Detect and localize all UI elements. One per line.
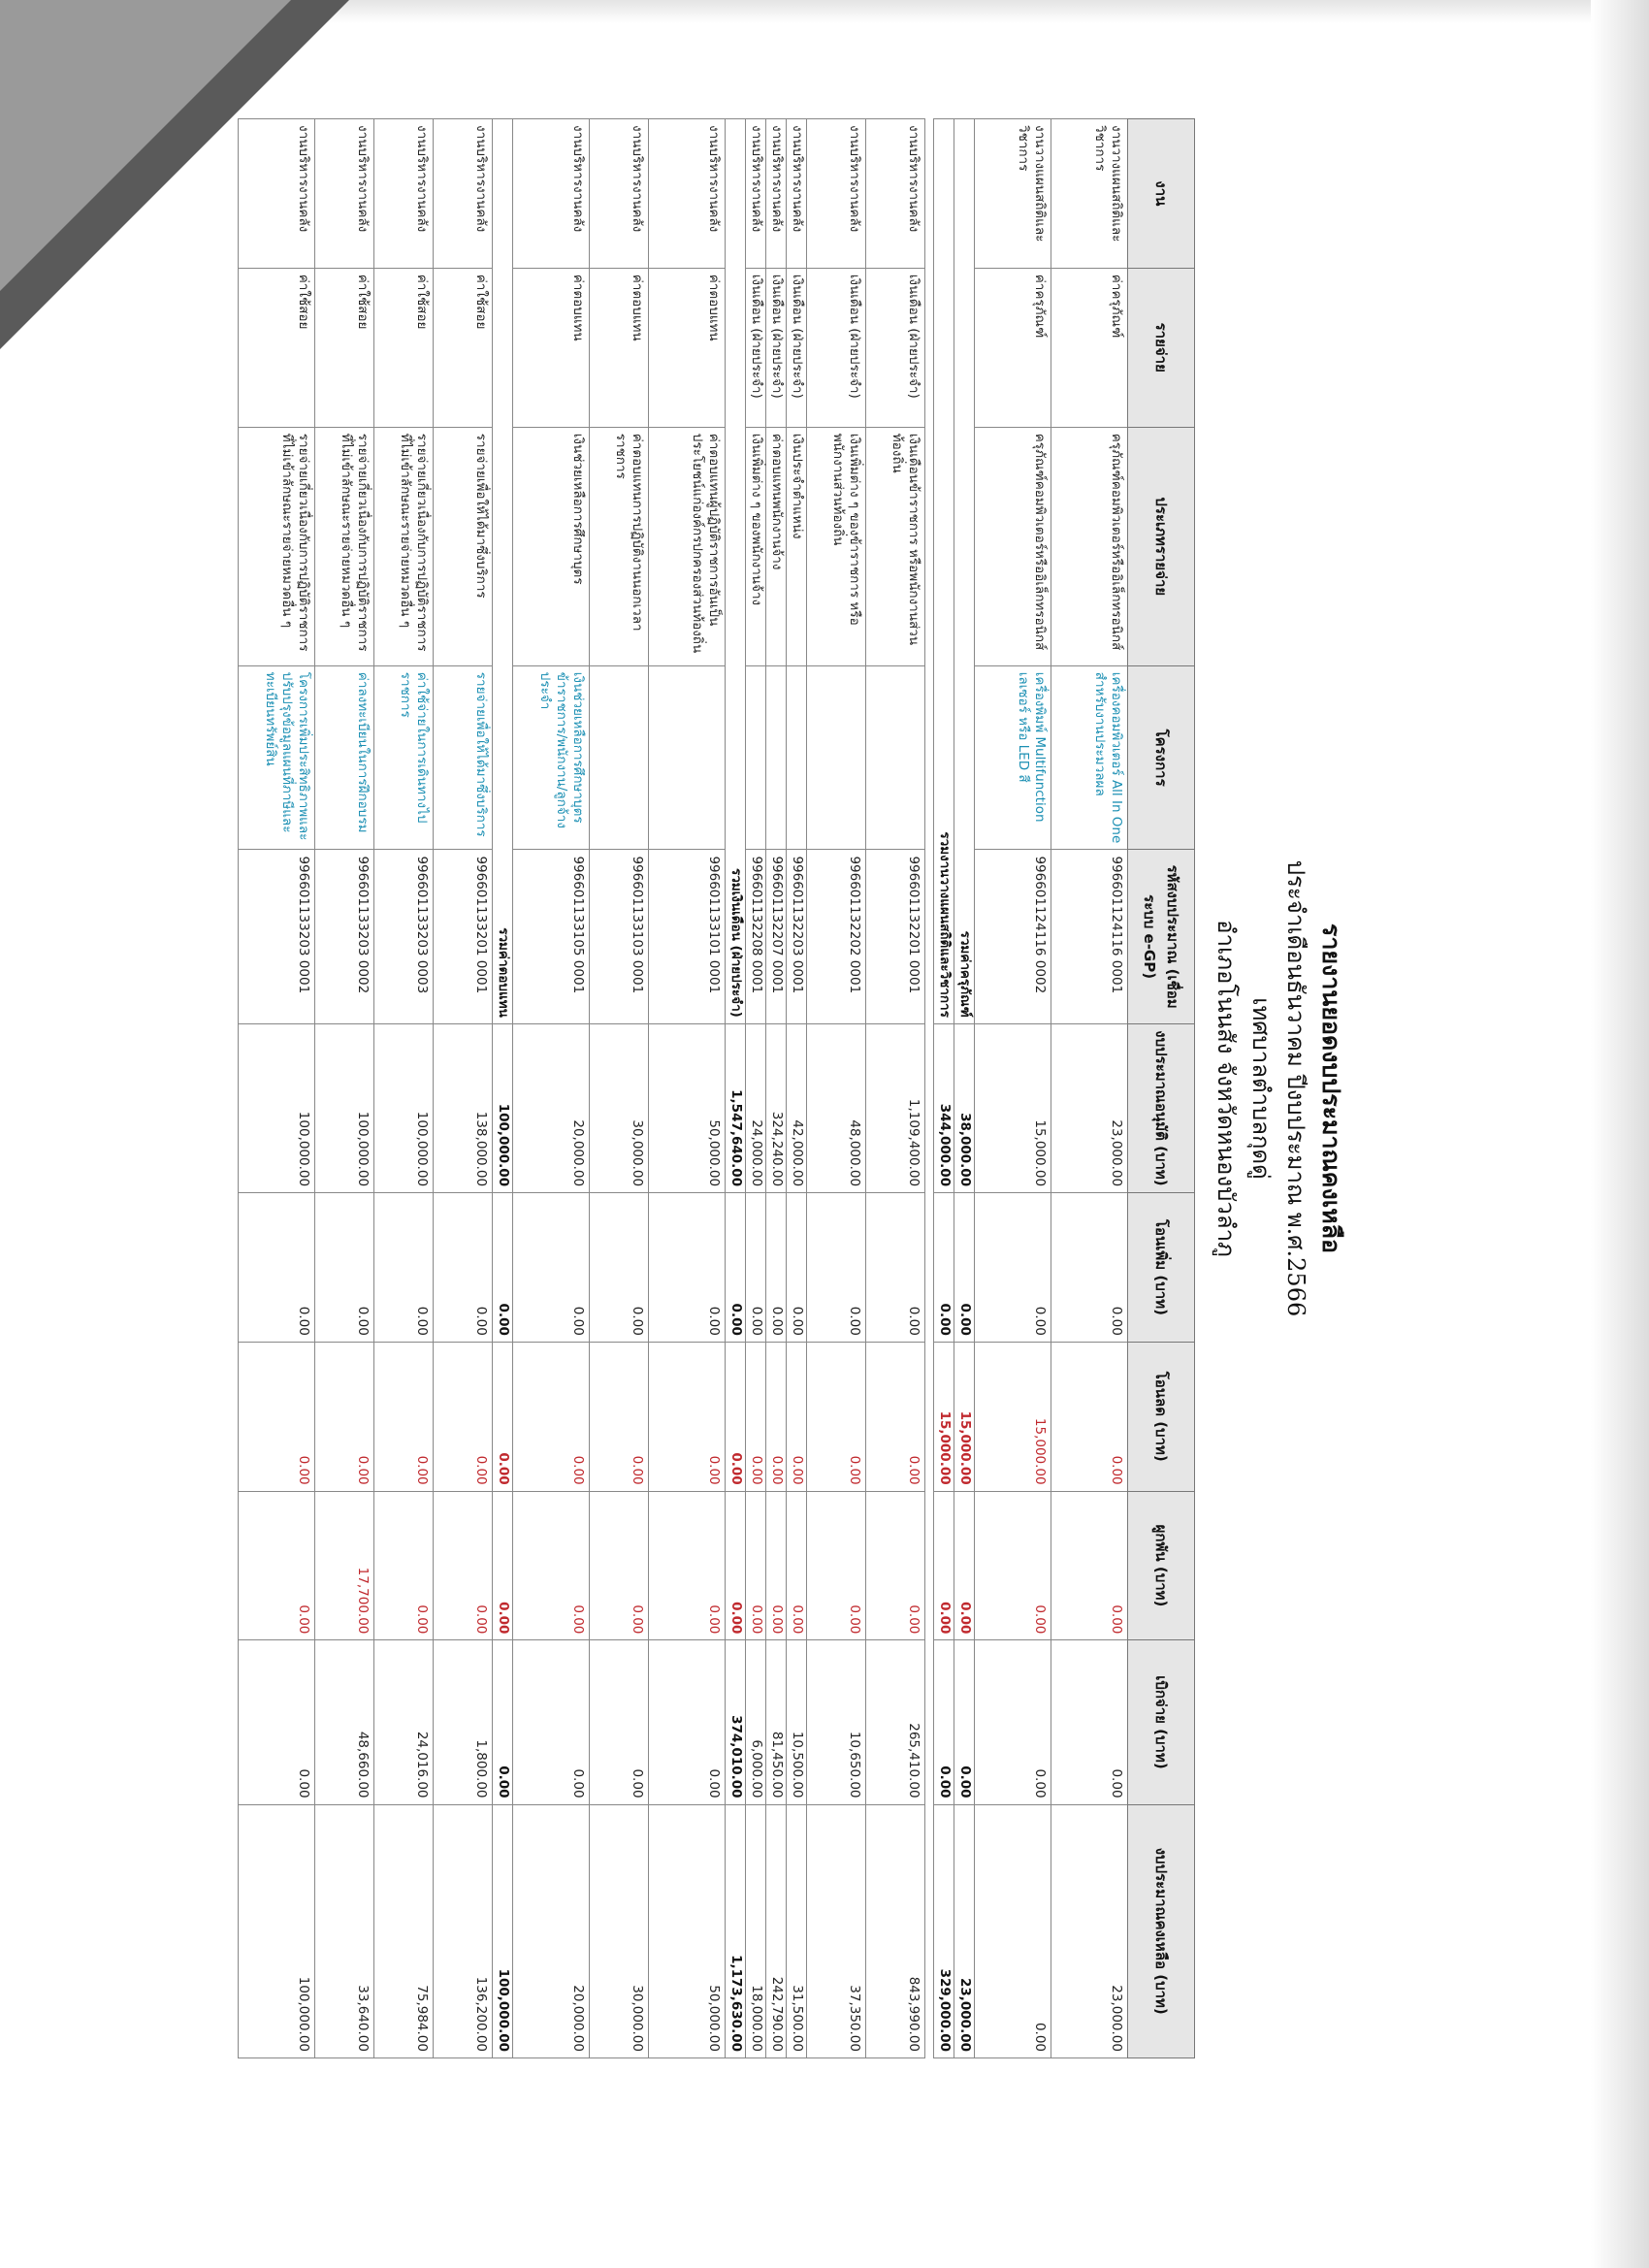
cell-remain: 23,000.00 — [954, 1804, 975, 2057]
cell-add: 0.00 — [807, 1193, 866, 1343]
cell-commit: 0.00 — [934, 1491, 954, 1640]
cell-project — [866, 665, 925, 850]
scan-right-edge — [1591, 0, 1649, 2268]
cell-expense: ค่าตอบแทน — [590, 268, 649, 427]
cell-project: โครงการเพิ่มประสิทธิภาพและปรับปรุงข้อมูลแผนที่ภาษีและทะเบียนทรัพย์สิน — [239, 665, 315, 850]
cell-work: งานบริหารงานคลัง — [649, 119, 726, 269]
cell-expense: เงินเดือน (ฝ่ายประจำ) — [866, 268, 925, 427]
cell-reduce: 0.00 — [374, 1342, 434, 1491]
cell-commit: 0.00 — [239, 1491, 315, 1640]
cell-commit: 0.00 — [513, 1491, 590, 1640]
cell-remain: 136,200.00 — [434, 1804, 493, 2057]
cell-paid: 0.00 — [493, 1640, 513, 1804]
cell-add: 0.00 — [787, 1193, 807, 1343]
cell-approved: 100,000.00 — [493, 1023, 513, 1192]
cell-work: งานบริหารงานคลัง — [766, 119, 787, 269]
column-header: เบิกจ่าย (บาท) — [1128, 1640, 1195, 1804]
report-organization: เทศบาลตำบลกุดดู่ — [1247, 997, 1275, 1180]
cell-reduce: 0.00 — [590, 1342, 649, 1491]
table-row — [590, 119, 649, 2058]
cell-add: 0.00 — [746, 1193, 766, 1343]
cell-project — [766, 665, 787, 850]
cell-paid: 1,800.00 — [434, 1640, 493, 1804]
cell-work: งานบริหารงานคลัง — [807, 119, 866, 269]
cell-paid: 0.00 — [649, 1640, 726, 1804]
cell-budget-code: 996601132203 0001 — [787, 850, 807, 1023]
cell-paid: 0.00 — [513, 1640, 590, 1804]
cell-budget-code: 996601133203 0001 — [239, 850, 315, 1023]
cell-paid: 48,660.00 — [315, 1640, 374, 1804]
cell-remain: 18,000.00 — [746, 1804, 766, 2057]
column-header: โครงการ — [1128, 665, 1195, 850]
spacer-cell — [925, 119, 934, 2058]
cell-add: 0.00 — [239, 1193, 315, 1343]
table-row — [513, 119, 590, 2058]
cell-budget-code: 996601133103 0001 — [590, 850, 649, 1023]
column-header: ประเภทรายจ่าย — [1128, 427, 1195, 665]
subtotal-row — [954, 119, 975, 2058]
table-row — [807, 119, 866, 2058]
cell-project: ค่าลงทะเบียนในการฝึกอบรม — [315, 665, 374, 850]
report-title: รายงานยอดงบประมาณคงเหลือ — [1317, 923, 1345, 1254]
cell-commit: 0.00 — [434, 1491, 493, 1640]
cell-budget-code: 996601124116 0002 — [975, 850, 1051, 1023]
cell-approved: 23,000.00 — [1051, 1023, 1128, 1192]
cell-project — [787, 665, 807, 850]
cell-add: 0.00 — [315, 1193, 374, 1343]
cell-budget-code: 996601132202 0001 — [807, 850, 866, 1023]
cell-work: งานวางแผนสถิติและวิชาการ — [1051, 119, 1128, 269]
cell-add: 0.00 — [493, 1193, 513, 1343]
cell-expense-type: เงินช่วยเหลือการศึกษาบุตร — [513, 427, 590, 665]
cell-project: เงินช่วยเหลือการศึกษาบุตรข้าราชการ/พนักงาน/ลูกจ้างประจำ — [513, 665, 590, 850]
cell-paid: 10,500.00 — [787, 1640, 807, 1804]
cell-approved: 15,000.00 — [975, 1023, 1051, 1192]
cell-reduce: 0.00 — [726, 1342, 746, 1491]
cell-expense-type: เงินประจำตำแหน่ง — [787, 427, 807, 665]
table-body — [239, 119, 1128, 2058]
report-period: ประจำเดือนธันวาคม ปีงบประมาณ พ.ศ.2566 — [1282, 859, 1310, 1317]
report-header — [1209, 118, 1348, 2058]
cell-budget-code: 996601132207 0001 — [766, 850, 787, 1023]
cell-budget-code: 996601133203 0002 — [315, 850, 374, 1023]
cell-reduce: 0.00 — [866, 1342, 925, 1491]
cell-remain: 30,000.00 — [590, 1804, 649, 2057]
report-sheet — [263, 118, 1348, 2058]
cell-commit: 0.00 — [787, 1491, 807, 1640]
column-header: โอนเพิ่ม (บาท) — [1128, 1193, 1195, 1343]
cell-project — [649, 665, 726, 850]
cell-expense: ค่าครุภัณฑ์ — [1051, 268, 1128, 427]
cell-commit: 0.00 — [590, 1491, 649, 1640]
cell-budget-code: 996601133101 0001 — [649, 850, 726, 1023]
cell-budget-code: 996601132208 0001 — [746, 850, 766, 1023]
cell-paid: 0.00 — [1051, 1640, 1128, 1804]
cell-work: งานบริหารงานคลัง — [434, 119, 493, 269]
cell-expense: ค่าใช้สอย — [374, 268, 434, 427]
cell-project — [807, 665, 866, 850]
cell-paid: 0.00 — [975, 1640, 1051, 1804]
cell-expense: ค่าใช้สอย — [239, 268, 315, 427]
spacer-row — [925, 119, 934, 2058]
cell-expense: เงินเดือน (ฝ่ายประจำ) — [746, 268, 766, 427]
cell-add: 0.00 — [513, 1193, 590, 1343]
cell-reduce: 0.00 — [746, 1342, 766, 1491]
cell-add: 0.00 — [374, 1193, 434, 1343]
cell-expense: ค่าใช้สอย — [315, 268, 374, 427]
cell-paid: 265,410.00 — [866, 1640, 925, 1804]
cell-remain: 23,000.00 — [1051, 1804, 1128, 2057]
cell-paid: 10,650.00 — [807, 1640, 866, 1804]
table-row — [649, 119, 726, 2058]
cell-reduce: 15,000.00 — [954, 1342, 975, 1491]
cell-commit: 17,700.00 — [315, 1491, 374, 1640]
cell-add: 0.00 — [934, 1193, 954, 1343]
cell-expense-type: ค่าตอบแทนการปฏิบัติงานนอกเวลาราชการ — [590, 427, 649, 665]
table-row — [787, 119, 807, 2058]
cell-remain: 50,000.00 — [649, 1804, 726, 2057]
cell-remain: 1,173,630.00 — [726, 1804, 746, 2057]
cell-expense-type: เงินเพิ่มต่าง ๆ ของข้าราชการ หรือพนักงานส่วนท้องถิ่น — [807, 427, 866, 665]
cell-remain: 0.00 — [975, 1804, 1051, 2057]
cell-work: งานบริหารงานคลัง — [866, 119, 925, 269]
cell-expense-type: ค่าตอบแทนผู้ปฏิบัติราชการอันเป็นประโยชน์แก่องค์กรปกครองส่วนท้องถิ่น — [649, 427, 726, 665]
cell-paid: 6,000.00 — [746, 1640, 766, 1804]
subtotal-row — [934, 119, 954, 2058]
cell-expense-type: ครุภัณฑ์คอมพิวเตอร์หรืออิเล็กทรอนิกส์ — [1051, 427, 1128, 665]
cell-reduce: 0.00 — [239, 1342, 315, 1491]
subtotal-label: รวมค่าครุภัณฑ์ — [954, 119, 975, 1024]
cell-commit: 0.00 — [649, 1491, 726, 1640]
cell-approved: 50,000.00 — [649, 1023, 726, 1192]
cell-add: 0.00 — [434, 1193, 493, 1343]
cell-work: งานบริหารงานคลัง — [787, 119, 807, 269]
budget-table — [238, 118, 1195, 2058]
cell-budget-code: 996601133203 0003 — [374, 850, 434, 1023]
table-header-row — [1128, 119, 1195, 2058]
cell-expense-type: รายจ่ายเพื่อให้ได้มาซึ่งบริการ — [434, 427, 493, 665]
table-row — [239, 119, 315, 2058]
cell-reduce: 0.00 — [315, 1342, 374, 1491]
cell-project: ค่าใช้จ่ายในการเดินทางไปราชการ — [374, 665, 434, 850]
cell-expense-type: ครุภัณฑ์คอมพิวเตอร์หรืออิเล็กทรอนิกส์ — [975, 427, 1051, 665]
cell-expense: เงินเดือน (ฝ่ายประจำ) — [787, 268, 807, 427]
table-row — [866, 119, 925, 2058]
cell-remain: 33,640.00 — [315, 1804, 374, 2057]
report-location: อำเภอโนนสัง จังหวัดหนองบัวลำภู — [1212, 920, 1240, 1257]
cell-expense-type: รายจ่ายเกี่ยวเนื่องกับการปฏิบัติราชการที่ไม่เข้าลักษณะรายจ่ายหมวดอื่น ๆ — [374, 427, 434, 665]
column-header: ผูกพัน (บาท) — [1128, 1491, 1195, 1640]
cell-reduce: 0.00 — [807, 1342, 866, 1491]
cell-remain: 20,000.00 — [513, 1804, 590, 2057]
cell-budget-code: 996601133105 0001 — [513, 850, 590, 1023]
cell-remain: 100,000.00 — [493, 1804, 513, 2057]
cell-add: 0.00 — [649, 1193, 726, 1343]
cell-paid: 81,450.00 — [766, 1640, 787, 1804]
cell-add: 0.00 — [954, 1193, 975, 1343]
cell-expense-type: เงินเดือนข้าราชการ หรือพนักงานส่วนท้องถิ่น — [866, 427, 925, 665]
cell-approved: 48,000.00 — [807, 1023, 866, 1192]
cell-commit: 0.00 — [866, 1491, 925, 1640]
cell-approved: 138,000.00 — [434, 1023, 493, 1192]
cell-commit: 0.00 — [493, 1491, 513, 1640]
cell-project — [746, 665, 766, 850]
subtotal-label: รวมเงินเดือน (ฝ่ายประจำ) — [726, 119, 746, 1024]
cell-project: รายจ่ายเพื่อให้ได้มาซึ่งบริการ — [434, 665, 493, 850]
cell-commit: 0.00 — [807, 1491, 866, 1640]
cell-work: งานวางแผนสถิติและวิชาการ — [975, 119, 1051, 269]
subtotal-label: รวมค่าตอบแทน — [493, 119, 513, 1024]
cell-project: เครื่องคอมพิวเตอร์ All In One สำหรับงานประมวลผล — [1051, 665, 1128, 850]
cell-approved: 20,000.00 — [513, 1023, 590, 1192]
cell-remain: 843,990.00 — [866, 1804, 925, 2057]
cell-approved: 30,000.00 — [590, 1023, 649, 1192]
cell-add: 0.00 — [766, 1193, 787, 1343]
cell-approved: 100,000.00 — [315, 1023, 374, 1192]
cell-add: 0.00 — [590, 1193, 649, 1343]
cell-expense-type: รายจ่ายเกี่ยวเนื่องกับการปฏิบัติราชการที่ไม่เข้าลักษณะรายจ่ายหมวดอื่น ๆ — [315, 427, 374, 665]
cell-approved: 1,547,640.00 — [726, 1023, 746, 1192]
subtotal-label: รวมงานวางแผนสถิติและวิชาการ — [934, 119, 954, 1024]
cell-work: งานบริหารงานคลัง — [590, 119, 649, 269]
cell-project — [590, 665, 649, 850]
cell-budget-code: 996601133201 0001 — [434, 850, 493, 1023]
cell-remain: 329,000.00 — [934, 1804, 954, 2057]
cell-expense-type: เงินเพิ่มต่าง ๆ ของพนักงานจ้าง — [746, 427, 766, 665]
cell-paid: 374,010.00 — [726, 1640, 746, 1804]
cell-reduce: 15,000.00 — [934, 1342, 954, 1491]
cell-work: งานบริหารงานคลัง — [374, 119, 434, 269]
cell-remain: 100,000.00 — [239, 1804, 315, 2057]
cell-expense: ค่าครุภัณฑ์ — [975, 268, 1051, 427]
cell-paid: 0.00 — [239, 1640, 315, 1804]
cell-paid: 0.00 — [954, 1640, 975, 1804]
column-header: งบประมาณคงเหลือ (บาท) — [1128, 1804, 1195, 2057]
table-row — [374, 119, 434, 2058]
cell-remain: 242,790.00 — [766, 1804, 787, 2057]
column-header: งบประมาณอนุมัติ (บาท) — [1128, 1023, 1195, 1192]
cell-approved: 344,000.00 — [934, 1023, 954, 1192]
cell-approved: 100,000.00 — [239, 1023, 315, 1192]
cell-work: งานบริหารงานคลัง — [746, 119, 766, 269]
cell-commit: 0.00 — [954, 1491, 975, 1640]
subtotal-row — [726, 119, 746, 2058]
column-header: งาน — [1128, 119, 1195, 269]
cell-project: เครื่องพิมพ์ Multifunction เลเซอร์ หรือ LED สี — [975, 665, 1051, 850]
cell-paid: 24,016.00 — [374, 1640, 434, 1804]
cell-add: 0.00 — [726, 1193, 746, 1343]
cell-add: 0.00 — [1051, 1193, 1128, 1343]
cell-reduce: 0.00 — [787, 1342, 807, 1491]
cell-reduce: 0.00 — [513, 1342, 590, 1491]
cell-work: งานบริหารงานคลัง — [513, 119, 590, 269]
table-row — [434, 119, 493, 2058]
cell-expense: ค่าใช้สอย — [434, 268, 493, 427]
cell-paid: 0.00 — [934, 1640, 954, 1804]
column-header: รหัสงบประมาณ (เชื่อมระบบ e-GP) — [1128, 850, 1195, 1023]
cell-approved: 42,000.00 — [787, 1023, 807, 1192]
cell-approved: 38,000.00 — [954, 1023, 975, 1192]
cell-expense-type: รายจ่ายเกี่ยวเนื่องกับการปฏิบัติราชการที่ไม่เข้าลักษณะรายจ่ายหมวดอื่น ๆ — [239, 427, 315, 665]
cell-commit: 0.00 — [766, 1491, 787, 1640]
cell-add: 0.00 — [866, 1193, 925, 1343]
cell-commit: 0.00 — [746, 1491, 766, 1640]
cell-work: งานบริหารงานคลัง — [315, 119, 374, 269]
cell-reduce: 0.00 — [649, 1342, 726, 1491]
column-header: โอนลด (บาท) — [1128, 1342, 1195, 1491]
cell-expense-type: ค่าตอบแทนพนักงานจ้าง — [766, 427, 787, 665]
table-row — [766, 119, 787, 2058]
cell-remain: 31,500.00 — [787, 1804, 807, 2057]
table-row — [315, 119, 374, 2058]
table-row — [746, 119, 766, 2058]
cell-paid: 0.00 — [590, 1640, 649, 1804]
cell-reduce: 0.00 — [493, 1342, 513, 1491]
cell-budget-code: 996601132201 0001 — [866, 850, 925, 1023]
cell-approved: 1,109,400.00 — [866, 1023, 925, 1192]
cell-expense: ค่าตอบแทน — [649, 268, 726, 427]
cell-commit: 0.00 — [374, 1491, 434, 1640]
cell-commit: 0.00 — [975, 1491, 1051, 1640]
cell-commit: 0.00 — [1051, 1491, 1128, 1640]
cell-expense: เงินเดือน (ฝ่ายประจำ) — [766, 268, 787, 427]
cell-expense: ค่าตอบแทน — [513, 268, 590, 427]
cell-commit: 0.00 — [726, 1491, 746, 1640]
cell-reduce: 0.00 — [766, 1342, 787, 1491]
cell-reduce: 0.00 — [434, 1342, 493, 1491]
cell-budget-code: 996601124116 0001 — [1051, 850, 1128, 1023]
table-row — [975, 119, 1051, 2058]
column-header: รายจ่าย — [1128, 268, 1195, 427]
cell-remain: 75,984.00 — [374, 1804, 434, 2057]
subtotal-row — [493, 119, 513, 2058]
cell-approved: 324,240.00 — [766, 1023, 787, 1192]
cell-expense: เงินเดือน (ฝ่ายประจำ) — [807, 268, 866, 427]
cell-add: 0.00 — [975, 1193, 1051, 1343]
cell-reduce: 0.00 — [1051, 1342, 1128, 1491]
cell-reduce: 15,000.00 — [975, 1342, 1051, 1491]
cell-remain: 37,350.00 — [807, 1804, 866, 2057]
cell-work: งานบริหารงานคลัง — [239, 119, 315, 269]
cell-approved: 100,000.00 — [374, 1023, 434, 1192]
table-row — [1051, 119, 1128, 2058]
cell-approved: 24,000.00 — [746, 1023, 766, 1192]
